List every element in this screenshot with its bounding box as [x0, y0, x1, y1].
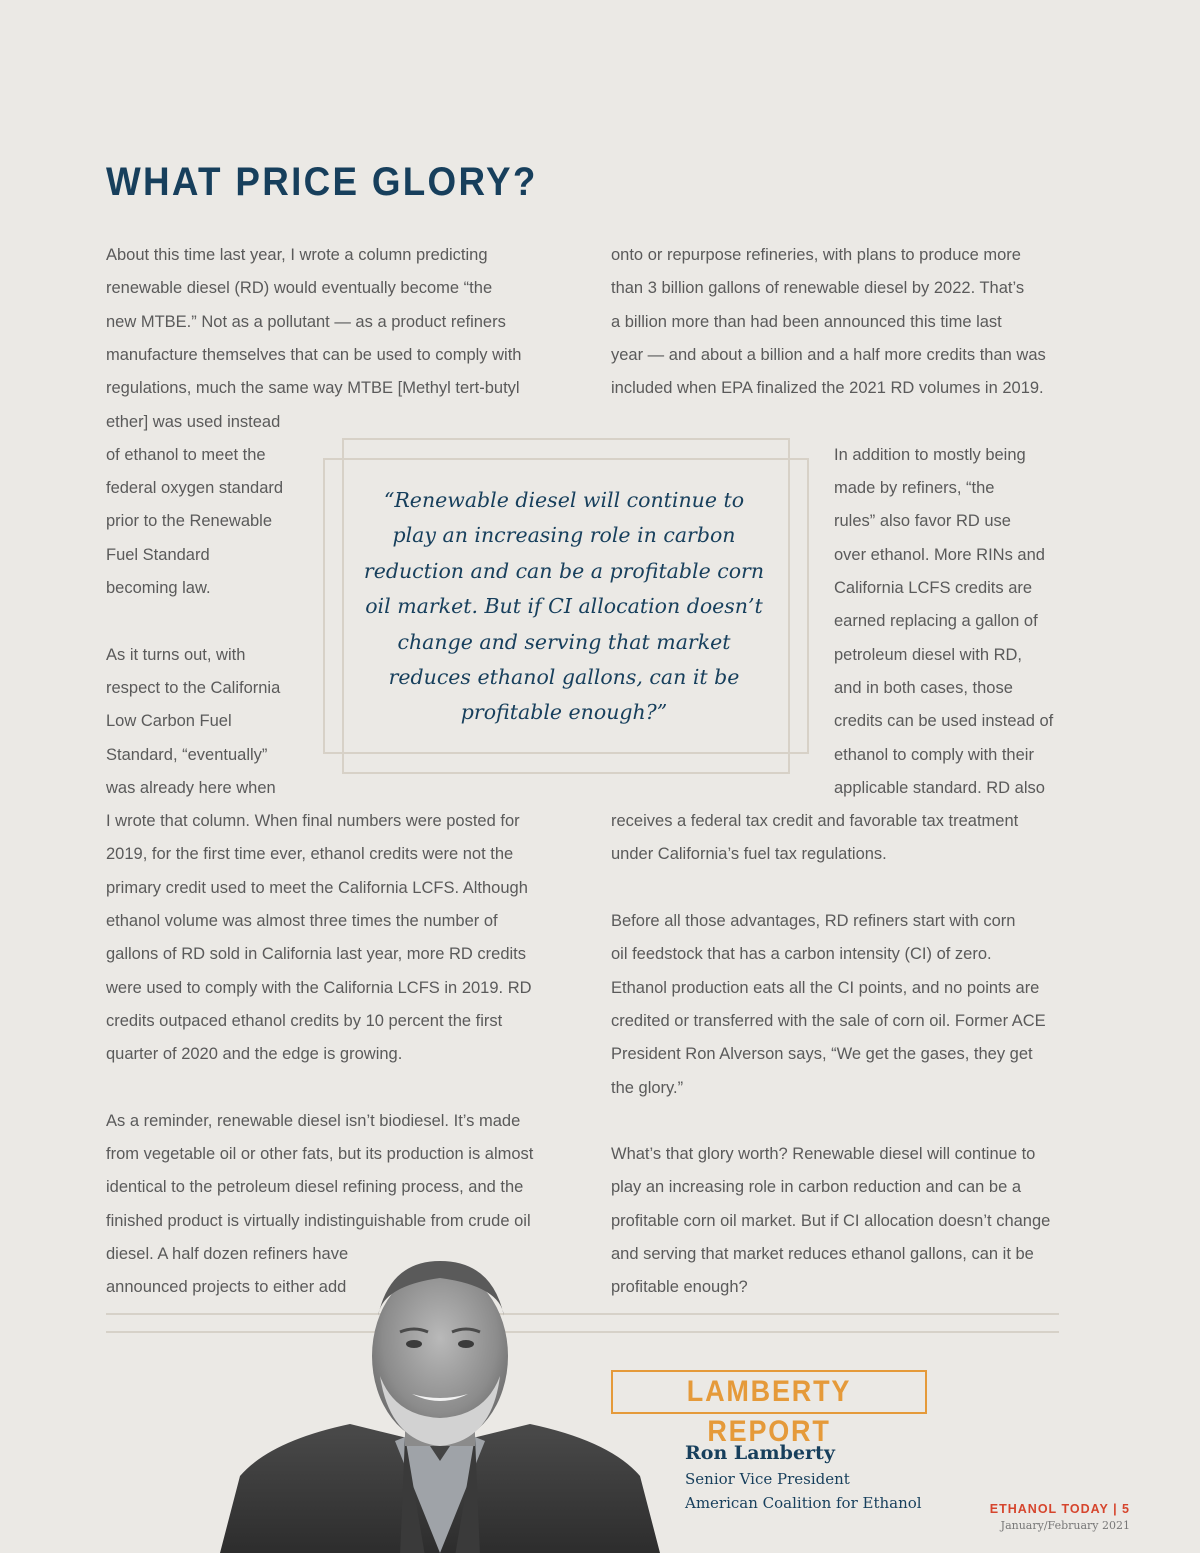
- article-text-line: under California’s fuel tax regulations.: [611, 845, 887, 864]
- footer-magazine-page: ETHANOL TODAY | 5: [989, 1502, 1130, 1516]
- article-text-line: gallons of RD sold in California last year, more RD credits: [106, 945, 527, 964]
- article-text-line: 2019, for the first time ever, ethanol credits were not the: [106, 845, 514, 864]
- article-text-line: Ethanol production eats all the CI points, and no points are: [611, 978, 1040, 997]
- article-text-line: finished product is virtually indistinguishable from crude oil: [106, 1211, 531, 1230]
- article-text-line: As it turns out, with: [106, 645, 246, 664]
- article-text-line: the glory.”: [611, 1078, 684, 1097]
- article-text-line: renewable diesel (RD) would eventually become “the: [106, 279, 493, 298]
- article-text-line: manufacture themselves that can be used to comply with: [106, 345, 522, 364]
- article-text-line: of ethanol to meet the: [106, 445, 266, 464]
- article-text-line: earned replacing a gallon of: [834, 612, 1038, 631]
- column-name-badge: [611, 1370, 927, 1448]
- article-text-line: credits outpaced ethanol credits by 10 percent the first: [106, 1011, 503, 1030]
- article-text-line: California LCFS credits are: [834, 579, 1033, 597]
- article-text-line: and in both cases, those: [834, 678, 1013, 697]
- article-text-line: ethanol volume was almost three times the number of: [106, 912, 498, 930]
- article-text-line: respect to the California: [106, 678, 281, 697]
- article-text-line: In addition to mostly being: [834, 445, 1026, 464]
- article-text-line: diesel. A half dozen refiners have: [106, 1245, 349, 1263]
- article-text-line: new MTBE.” Not as a pollutant — as a product refiners: [106, 312, 506, 331]
- author-photo: [200, 1256, 680, 1553]
- article-text-line: ether] was used instead: [106, 412, 281, 431]
- article-text-line: announced projects to either add: [106, 1278, 347, 1297]
- pull-quote: [344, 483, 784, 731]
- article-text-line: a billion more than had been announced this time last: [611, 312, 1002, 331]
- article-text-line: petroleum diesel with RD,: [834, 645, 1022, 664]
- article-text-line: Before all those advantages, RD refiners start with corn: [611, 912, 1016, 930]
- footer-issue-date: January/February 2021: [1000, 1519, 1130, 1532]
- article-text-line: year — and about a billion and a half more credits than was: [611, 345, 1046, 364]
- article-text-line: Standard, “eventually”: [106, 745, 268, 764]
- author-title: Senior Vice President: [685, 1470, 850, 1488]
- article-text-line: made by refiners, “the: [834, 479, 995, 498]
- pull-quote-line: reduction and can be a profitable corn: [363, 558, 765, 583]
- article-text-line: credited or transferred with the sale of corn oil. Former ACE: [611, 1011, 1046, 1030]
- article-text-line: primary credit used to meet the California LCFS. Although: [106, 878, 528, 897]
- article-text-line: oil feedstock that has a carbon intensity (CI) of zero.: [611, 945, 992, 964]
- pull-quote-line: change and serving that market: [397, 629, 731, 654]
- article-text-line: profitable enough?: [611, 1278, 748, 1297]
- article-text-line: were used to comply with the California LCFS in 2019. RD: [106, 978, 532, 997]
- article-text-line: regulations, much the same way MTBE [Methyl tert-butyl: [106, 379, 520, 398]
- article-text-line: Low Carbon Fuel: [106, 712, 232, 731]
- article-text-line: federal oxygen standard: [106, 479, 284, 498]
- column-name: LAMBERTY REPORT: [686, 1375, 852, 1448]
- article-text-line: ethanol to comply with their: [834, 745, 1034, 764]
- pull-quote-line: oil market. But if CI allocation doesn’t: [365, 594, 763, 619]
- pull-quote-line: play an increasing role in carbon: [392, 523, 736, 548]
- article-text-line: and serving that market reduces ethanol gallons, can it be: [611, 1245, 1034, 1263]
- article-text-line: becoming law.: [106, 579, 211, 597]
- article-text-line: play an increasing role in carbon reduction and can be a: [611, 1178, 1022, 1197]
- article-text-line: What’s that glory worth? Renewable diesel will continue to: [611, 1145, 1036, 1164]
- author-organization: American Coalition for Ethanol: [685, 1494, 922, 1512]
- article-title: WHAT PRICE GLORY?: [106, 160, 538, 204]
- pull-quote-line: “Renewable diesel will continue to: [383, 488, 745, 512]
- article-text-line: Fuel Standard: [106, 545, 210, 564]
- article-text-line: was already here when: [106, 778, 276, 797]
- article-text-line: About this time last year, I wrote a column predicting: [106, 246, 488, 264]
- article-text-line: onto or repurpose refineries, with plans to produce more: [611, 246, 1021, 264]
- article-text-line: credits can be used instead of: [834, 712, 1054, 731]
- article-text-line: As a reminder, renewable diesel isn’t biodiesel. It’s made: [106, 1111, 521, 1130]
- article-text-line: prior to the Renewable: [106, 512, 273, 531]
- article-text-line: quarter of 2020 and the edge is growing.: [106, 1045, 403, 1064]
- article-text-line: President Ron Alverson says, “We get the gases, they get: [611, 1045, 1033, 1064]
- article-text-line: identical to the petroleum diesel refining process, and the: [106, 1178, 524, 1197]
- pull-quote-line: reduces ethanol gallons, can it be: [388, 665, 740, 690]
- pull-quote-line: profitable enough?”: [460, 700, 668, 725]
- article-text-line: receives a federal tax credit and favorable tax treatment: [611, 812, 1019, 831]
- article-text-line: than 3 billion gallons of renewable diesel by 2022. That’s: [611, 279, 1025, 298]
- author-name: Ron Lamberty: [685, 1442, 835, 1464]
- article-text-line: rules” also favor RD use: [834, 512, 1011, 531]
- article-text-line: over ethanol. More RINs and: [834, 545, 1045, 564]
- article-text-line: from vegetable oil or other fats, but its production is almost: [106, 1145, 534, 1164]
- article-text-line: applicable standard. RD also: [834, 778, 1045, 797]
- article-text-line: included when EPA finalized the 2021 RD volumes in 2019.: [611, 379, 1044, 398]
- article-text-line: I wrote that column. When final numbers were posted for: [106, 812, 520, 831]
- article-text-line: profitable corn oil market. But if CI allocation doesn’t change: [611, 1211, 1051, 1230]
